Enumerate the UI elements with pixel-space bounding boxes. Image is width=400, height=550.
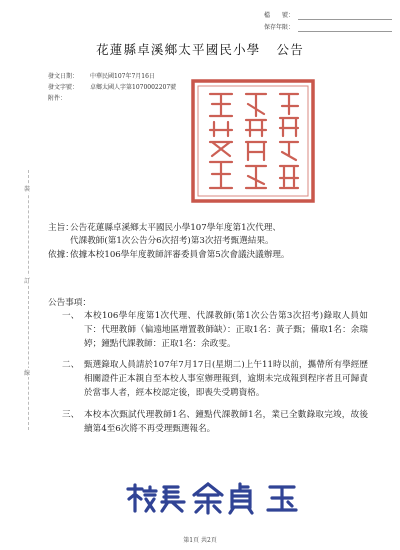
file-box bbox=[252, 10, 392, 34]
basis-label: 依據： bbox=[48, 249, 74, 260]
meta-number-label: 發文字號： bbox=[48, 84, 79, 91]
announcement-items bbox=[62, 310, 368, 436]
title-org: 花蓮縣卓溪鄉太平國民小學 bbox=[96, 42, 261, 57]
item-text: 本校106學年度第1次代理、代課教師(第1次公告第3次招考)錄取人員如下：代理教師（偏遠地區增置教師缺）：正取1名：黃子甄；備取1名：余瑞婷；鐘點代課教師：正取1名：余政雯。 bbox=[84, 311, 368, 349]
file-no-line bbox=[298, 10, 392, 20]
announcement-item bbox=[62, 359, 368, 400]
title-type: 公告 bbox=[276, 42, 304, 57]
retention-row bbox=[252, 22, 392, 34]
retention-label: 保存年限： bbox=[263, 24, 294, 31]
item-number: 二、 bbox=[62, 360, 80, 371]
document-meta bbox=[48, 71, 176, 104]
binding-mark-2: 訂 bbox=[24, 278, 31, 285]
meta-date-value: 中華民國107年7月16日 bbox=[90, 73, 155, 80]
subject-label: 主旨： bbox=[48, 223, 74, 233]
file-no-label: 檔 號： bbox=[263, 12, 294, 19]
binding-mark-3: 線 bbox=[24, 370, 31, 377]
announcement-item bbox=[62, 310, 368, 351]
meta-attachment-label: 附件： bbox=[48, 95, 67, 102]
principal-signature-stamp bbox=[122, 481, 302, 515]
meta-attachment-row bbox=[48, 93, 176, 104]
binding-mark-1: 裝 bbox=[24, 186, 31, 193]
subject-row-1 bbox=[48, 222, 368, 235]
subject-block bbox=[48, 222, 368, 262]
subject-line-2: 代課教師(第1次公告分6次招考)第3次招考甄選結果。 bbox=[70, 236, 274, 247]
basis-row bbox=[48, 249, 368, 262]
item-text: 本校本次甄試代理教師1名、鐘點代課教師1名，業已全數錄取完竣，故後續第4至6次將不再受理甄選報名。 bbox=[84, 409, 368, 434]
binding-line bbox=[28, 170, 29, 430]
meta-date-label: 發文日期： bbox=[48, 73, 79, 80]
meta-number-value: 卓鄉太國人字第1070002207號 bbox=[90, 84, 177, 91]
retention-line bbox=[298, 22, 392, 32]
item-text: 甄選錄取人員請於107年7月17日(星期二)上午11時以前，攜帶所有學經歷相關證件正本親自至本校人事室辦理報到，逾期未完成報到程序者且可歸責於當事人者，經本校認定後，即喪失受聘資格。 bbox=[84, 360, 368, 398]
item-number: 三、 bbox=[62, 409, 80, 420]
official-seal-stamp bbox=[188, 76, 318, 206]
meta-date-row bbox=[48, 71, 176, 82]
meta-number-row bbox=[48, 82, 176, 93]
basis-text: 依據本校106學年度教師評審委員會第5次會議決議辦理。 bbox=[70, 249, 290, 260]
section-title: 公告事項： bbox=[48, 298, 91, 308]
subject-row-2 bbox=[48, 235, 368, 248]
announcement-item bbox=[62, 409, 368, 437]
subject-line-1: 公告花蓮縣卓溪鄉太平國民小學107學年度第1次代理、 bbox=[70, 223, 281, 233]
document-title bbox=[0, 40, 400, 58]
page-footer: 第1頁 共2頁 bbox=[183, 537, 217, 544]
item-number: 一、 bbox=[62, 311, 80, 321]
file-no-row bbox=[252, 10, 392, 22]
